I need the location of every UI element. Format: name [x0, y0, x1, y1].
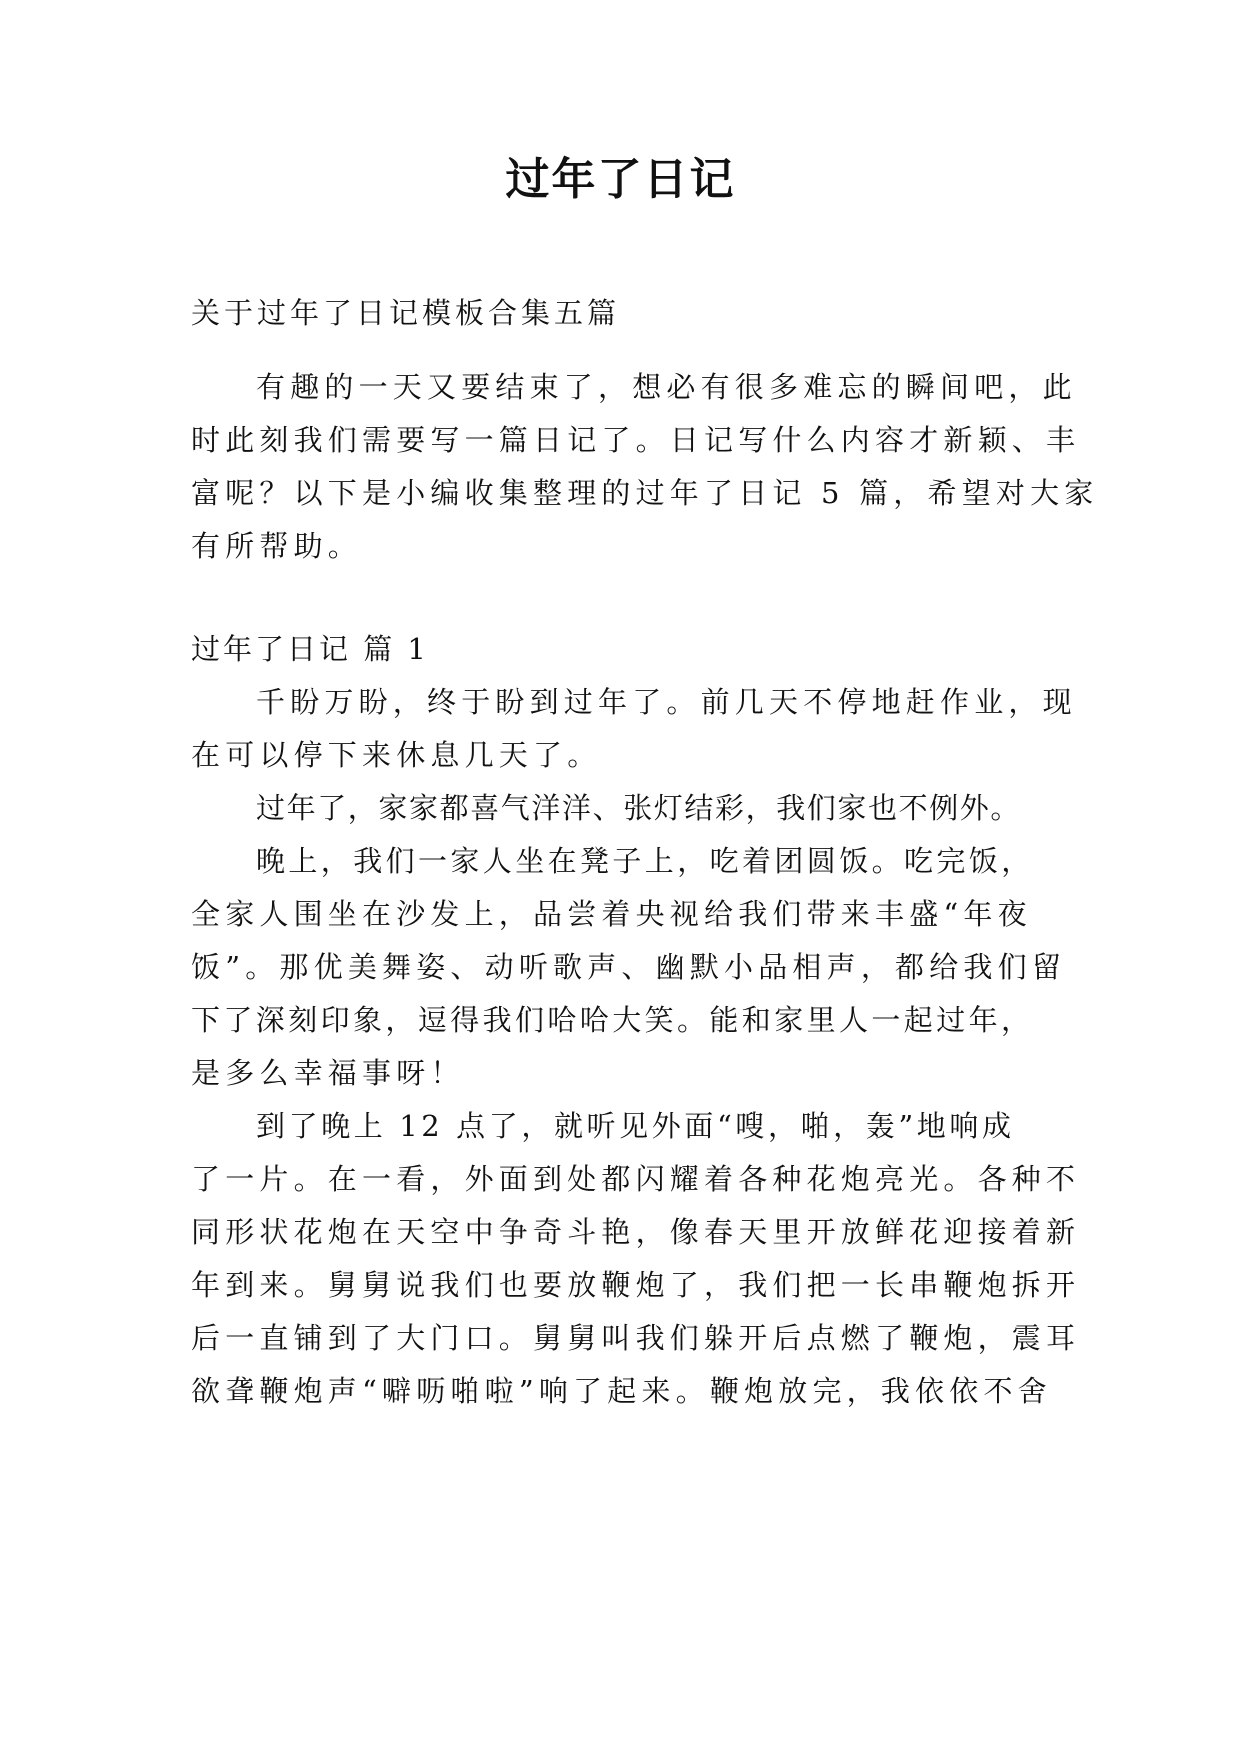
body-line: 千盼万盼，终于盼到过年了。前几天不停地赶作业，现	[256, 685, 1077, 719]
intro-line: 富呢？以下是小编收集整理的过年了日记 5 篇，希望对大家	[191, 476, 1099, 510]
body-line: 是多么幸福事呀！	[191, 1056, 465, 1090]
body-line: 了一片。在一看，外面到处都闪耀着各种花炮亮光。各种不	[191, 1162, 1081, 1196]
body-line: 下了深刻印象，逗得我们哈哈大笑。能和家里人一起过年，	[191, 1003, 1034, 1037]
intro-line: 有所帮助。	[191, 529, 363, 563]
intro-line: 时此刻我们需要写一篇日记了。日记写什么内容才新颖、丰	[191, 423, 1081, 457]
body-line: 在可以停下来休息几天了。	[191, 738, 602, 772]
document-title: 过年了日记	[505, 154, 736, 205]
body-line: 欲聋鞭炮声“噼呖啪啦”响了起来。鞭炮放完，我依依不舍	[191, 1374, 1052, 1408]
body-line: 到了晚上 12 点了，就听见外面“嗖，啪，轰”地响成	[256, 1109, 1015, 1143]
body-line: 过年了，家家都喜气洋洋、张灯结彩，我们家也不例外。	[256, 791, 1022, 825]
body-line: 后一直铺到了大门口。舅舅叫我们躲开后点燃了鞭炮，震耳	[191, 1321, 1081, 1355]
body-line: 同形状花炮在天空中争奇斗艳，像春天里开放鲜花迎接着新	[191, 1215, 1081, 1249]
body-line: 年到来。舅舅说我们也要放鞭炮了，我们把一长串鞭炮拆开	[191, 1268, 1081, 1302]
body-line: 饭”。那优美舞姿、动听歌声、幽默小品相声，都给我们留	[191, 950, 1067, 984]
body-line: 全家人围坐在沙发上，品尝着央视给我们带来丰盛“年夜	[191, 897, 1032, 931]
section-heading: 过年了日记 篇 1	[191, 632, 429, 666]
intro-line: 有趣的一天又要结束了，想必有很多难忘的瞬间吧，此	[256, 370, 1077, 404]
body-line: 晚上，我们一家人坐在凳子上，吃着团圆饭。吃完饭，	[256, 844, 1034, 878]
document-subtitle: 关于过年了日记模板合集五篇	[191, 296, 621, 330]
